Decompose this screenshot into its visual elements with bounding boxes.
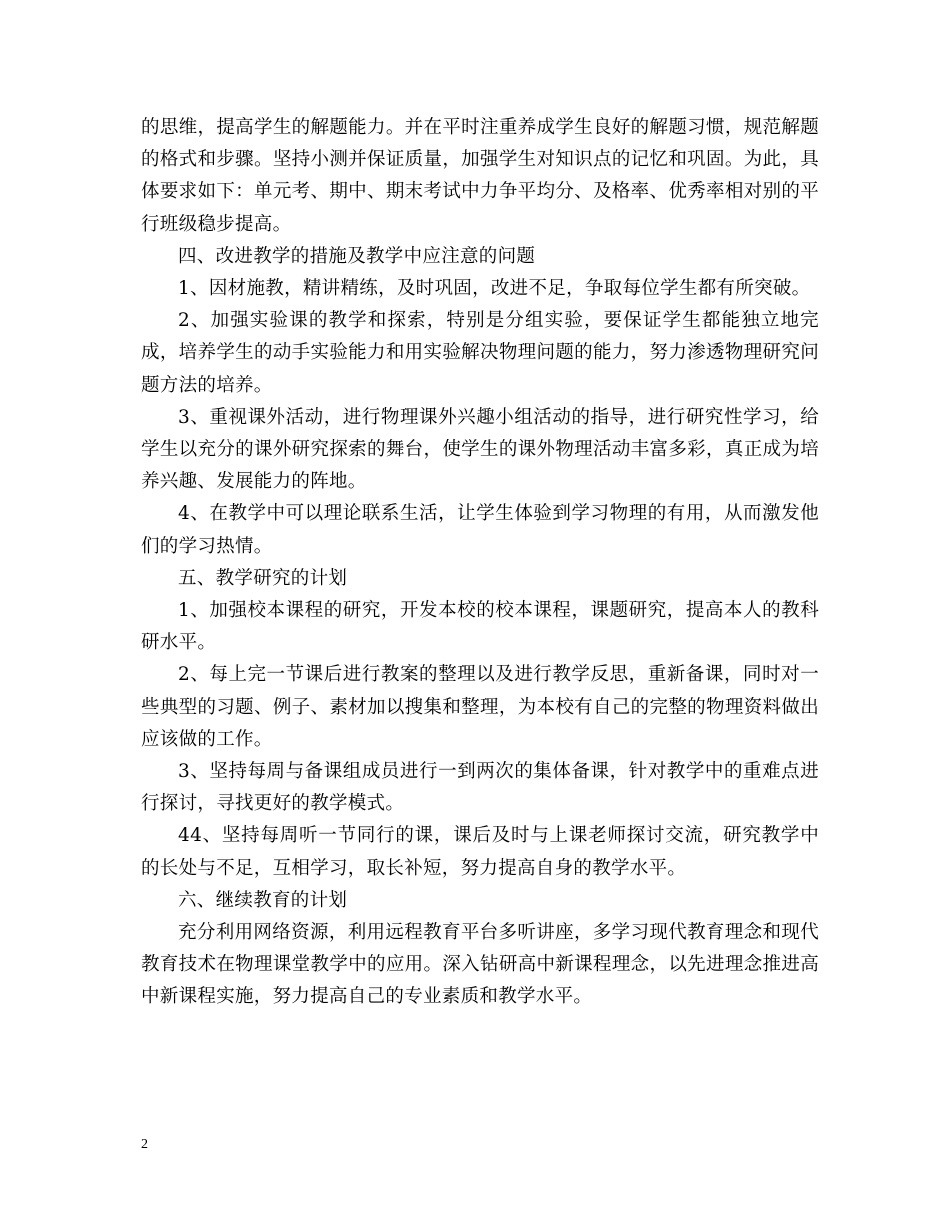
paragraph-4-4: 4、在教学中可以理论联系生活，让学生体验到学习物理的有用，从而激发他们的学习热情。: [141, 503, 819, 557]
paragraph-5-3: 3、坚持每周与备课组成员进行一到两次的集体备课，针对教学中的重难点进行探讨，寻找更好的教学模式。: [141, 761, 819, 815]
paragraph-4-1: 1、因材施教，精讲精练，及时巩固，改进不足，争取每位学生都有所突破。: [178, 278, 811, 300]
document-body: [141, 112, 819, 1014]
paragraph-5-4: 44、坚持每周听一节同行的课，课后及时与上课老师探讨交流，研究教学中的长处与不足，互相学习，取长补短，努力提高自身的教学水平。: [141, 825, 819, 879]
paragraph-4-2: 2、加强实验课的教学和探索，特别是分组实验，要保证学生都能独立地完成，培养学生的动手实验能力和用实验解决物理问题的能力，努力渗透物理研究问题方法的培养。: [141, 310, 819, 396]
section-heading-5: 五、教学研究的计划: [178, 567, 348, 589]
paragraph-1: 的思维，提高学生的解题能力。并在平时注重养成学生良好的解题习惯，规范解题的格式和步骤。坚持小测并保证质量，加强学生对知识点的记忆和巩固。为此，具体要求如下：单元考、期中、期末考试中力争平均分、及格率、优秀率相对别的平行班级稳步提高。: [141, 117, 819, 235]
paragraph-6-1: 充分利用网络资源，利用远程教育平台多听讲座，多学习现代教育理念和现代教育技术在物理课堂教学中的应用。深入钻研高中新课程理念，以先进理念推进高中新课程实施，努力提高自己的专业素质和教学水平。: [141, 922, 819, 1008]
page-number: 2: [141, 1137, 148, 1152]
paragraph-5-1: 1、加强校本课程的研究，开发本校的校本课程，课题研究，提高本人的教科研水平。: [141, 600, 819, 654]
section-heading-4: 四、改进教学的措施及教学中应注意的问题: [178, 245, 536, 267]
paragraph-5-2: 2、每上完一节课后进行教案的整理以及进行教学反思，重新备课，同时对一些典型的习题、例子、素材加以搜集和整理，为本校有自己的完整的物理资料做出应该做的工作。: [141, 664, 819, 750]
paragraph-4-3: 3、重视课外活动，进行物理课外兴趣小组活动的指导，进行研究性学习，给学生以充分的课外研究探索的舞台，使学生的课外物理活动丰富多彩，真正成为培养兴趣、发展能力的阵地。: [141, 406, 819, 493]
section-heading-6: 六、继续教育的计划: [178, 889, 348, 911]
